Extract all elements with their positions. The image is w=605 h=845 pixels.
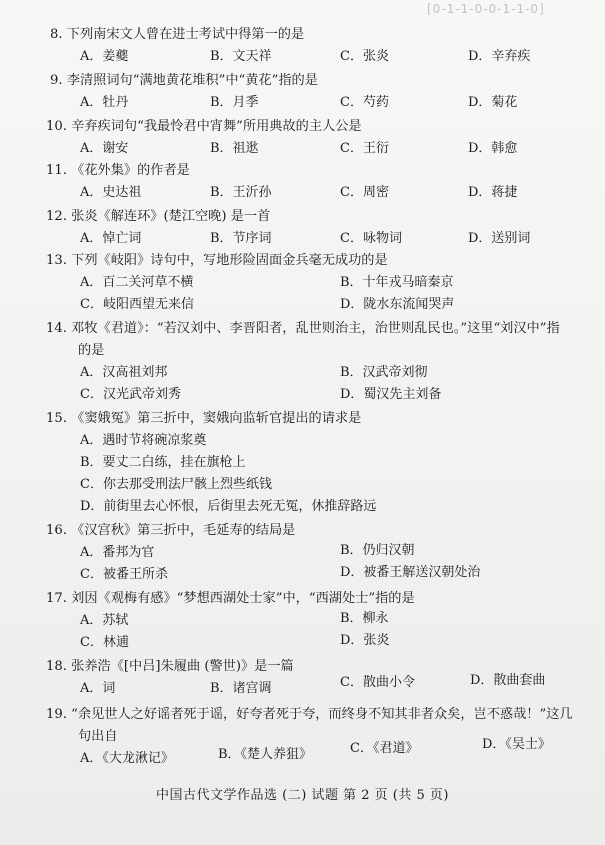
page-footer: 中国古代文学作品选 (二) 试题 第 2 页 (共 5 页) — [156, 788, 449, 803]
option-a: A．牡丹 — [80, 95, 129, 110]
option-c: C．咏物词 — [340, 231, 402, 246]
option-c: C．张炎 — [340, 49, 389, 64]
question-stem: 9. 李清照词句“满地黄花堆积”中“黄花”指的是 — [50, 73, 318, 88]
option-a: A．汉高祖刘邦 — [80, 365, 168, 380]
option-c: C．林逋 — [80, 635, 129, 650]
option-c: C．散曲小令 — [340, 675, 415, 690]
question-stem: 13. 下列《岐阳》诗句中，写地形险固面金兵毫无成功的是 — [46, 253, 388, 268]
option-b: B．仍归汉朝 — [340, 543, 415, 558]
option-a: A．词 — [80, 681, 116, 696]
question-stem: 16. 《汉宫秋》第三折中，毛延寿的结局是 — [46, 523, 296, 538]
option-c: C．被番王所杀 — [80, 567, 168, 582]
question-stem: 11. 《花外集》的作者是 — [46, 163, 190, 178]
question-stem-continued: 句出自 — [78, 729, 118, 744]
option-a: A．苏轼 — [80, 613, 129, 628]
option-b: B．汉武帝刘彻 — [340, 365, 428, 380]
option-c: C．汉光武帝刘秀 — [80, 387, 181, 402]
option-b: B．文天祥 — [210, 49, 272, 64]
option-d: D．蒋捷 — [468, 185, 518, 200]
option-b: B．祖逖 — [210, 141, 259, 156]
option-a: A．史达祖 — [80, 185, 142, 200]
option-a: A．姜夔 — [80, 49, 129, 64]
header-bleed-through: [0-1-1-0-0-1-1-0] — [427, 2, 545, 16]
option-c: C．周密 — [340, 185, 389, 200]
option-d: D．陇水东流闻哭声 — [340, 297, 455, 312]
option-d: D．菊花 — [468, 95, 518, 110]
option-b: B．王沂孙 — [210, 185, 272, 200]
option-d: D．蜀汉先主刘备 — [340, 387, 442, 402]
option-d: D．前街里去心怀恨，后街里去死无冤，休推辞路远 — [80, 499, 377, 514]
option-c: C．岐阳西望无来信 — [80, 297, 194, 312]
option-b: B．《楚人养狙》 — [218, 747, 313, 762]
option-b: B．节序词 — [210, 231, 272, 246]
option-a: A．遇时节将碗凉浆奠 — [80, 433, 207, 448]
option-a: A．百二关河草不横 — [80, 275, 194, 290]
question-stem: 18. 张养浩《[中吕]朱履曲 (警世)》是一篇 — [46, 659, 294, 674]
option-b: B．柳永 — [340, 611, 389, 626]
question-stem: 15. 《窦娥冤》第三折中，窦娥向监斩官提出的请求是 — [46, 411, 362, 426]
option-d: D．被番王解送汉朝处治 — [340, 565, 481, 580]
option-b: B．要丈二白练，挂在旗枪上 — [80, 455, 246, 470]
option-d: D．《吴士》 — [482, 737, 551, 752]
option-c: C．王衍 — [340, 141, 389, 156]
question-stem: 14. 邓牧《君道》：“若汉刘中、李晋阳者，乱世则治主，治世则乱民也。”这里“刘汉中”指 — [46, 321, 560, 336]
question-stem: 17. 刘因《观梅有感》“梦想西湖处士家”中，“西湖处士”指的是 — [46, 591, 415, 606]
option-c: C．《君道》 — [350, 741, 419, 756]
option-d: D．送别词 — [468, 231, 531, 246]
option-b: B．月季 — [210, 95, 259, 110]
option-c: C．芍药 — [340, 95, 389, 110]
question-stem: 19. “余见世人之好谣者死于谣，好夸者死于夸，而终身不知其非者众矣，岂不惑哉！”这几 — [46, 707, 573, 722]
option-d: D．韩愈 — [468, 141, 518, 156]
question-stem: 12. 张炎《解连环》(楚江空晚) 是一首 — [46, 209, 271, 224]
question-stem-continued: 的是 — [78, 343, 105, 358]
question-stem: 8. 下列南宋文人曾在进士考试中得第一的是 — [50, 27, 305, 42]
option-a: A．《大龙湫记》 — [80, 751, 174, 766]
option-b: B．诸宫调 — [210, 681, 272, 696]
option-b: B．十年戎马暗秦京 — [340, 275, 454, 290]
question-stem: 10. 辛弃疾词句“我最怜君中宵舞”所用典故的主人公是 — [46, 119, 362, 134]
option-a: A．番邦为官 — [80, 545, 155, 560]
option-a: A．谢安 — [80, 141, 129, 156]
option-d: D．张炎 — [340, 633, 390, 648]
option-d: D．辛弃疾 — [468, 49, 531, 64]
option-d: D．散曲套曲 — [470, 673, 546, 688]
option-a: A．悼亡词 — [80, 231, 142, 246]
option-c: C．你去那受刑法尸骸上烈些纸钱 — [80, 477, 272, 492]
